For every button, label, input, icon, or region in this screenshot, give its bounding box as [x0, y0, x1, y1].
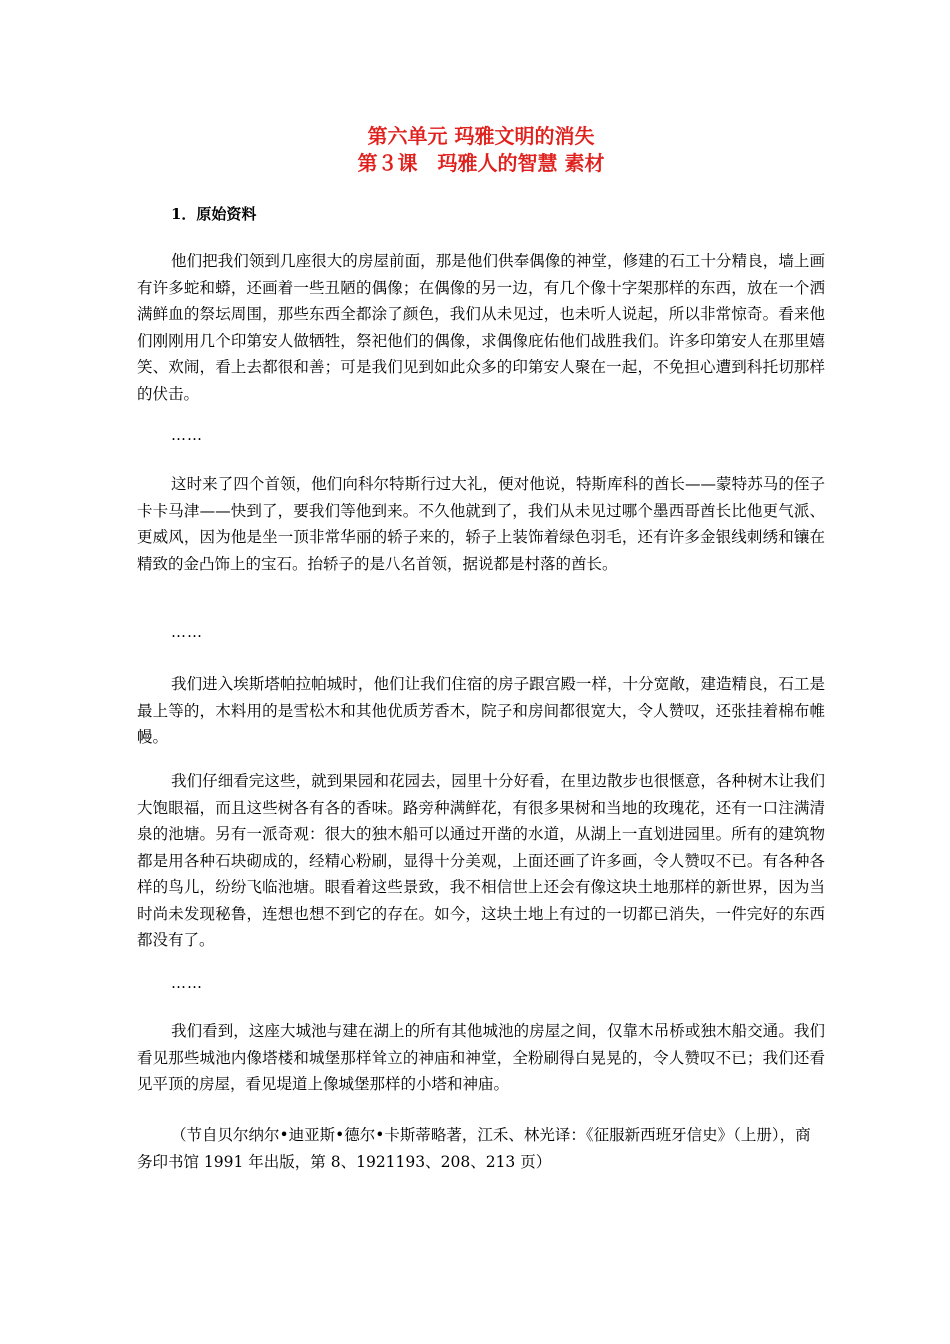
paragraph-3: 我们进入埃斯塔帕拉帕城时，他们让我们住宿的房子跟宫殿一样，十分宽敞，建造精良，石工是最上等的，木料用的是雪松木和其他优质芳香木，院子和房间都很宽大，令人赞叹，还张挂着棉布帷幔。: [137, 675, 825, 746]
ellipsis-2: ……: [171, 623, 203, 641]
paragraph-2: 这时来了四个首领，他们向科尔特斯行过大礼，便对他说，特斯库科的酋长——蒙特苏马的侄子卡卡马津——快到了，要我们等他到来。不久他就到了，我们从未见过哪个墨西哥酋长比他更气派、更威风，因为他是坐一顶非常华丽的轿子来的，轿子上装饰着绿色羽毛，还有许多金银线刺绣和镶在精致的金凸饰上的宝石。抬轿子的是八名首领，据说都是村落的酋长。: [137, 475, 825, 573]
paragraph-4: 我们仔细看完这些，就到果园和花园去，园里十分好看，在里边散步也很惬意，各种树木让我们大饱眼福，而且这些树各有各的香味。路旁种满鲜花，有很多果树和当地的玫瑰花，还有一口注满清泉的池塘。另有一派奇观：很大的独木船可以通过开凿的水道，从湖上一直划进园里。所有的建筑物都是用各种石块砌成的，经精心粉刷，显得十分美观，上面还画了许多画，令人赞叹不已。有各种各样的鸟儿，纷纷飞临池塘。眼看着这些景致，我不相信世上还会有像这块土地那样的新世界，因为当时尚未发现秘鲁，连想也想不到它的存在。如今，这块土地上有过的一切都已消失，一件完好的东西都没有了。: [137, 772, 825, 949]
document-title-unit: 第六单元 玛雅文明的消失: [367, 124, 595, 148]
citation: （节自贝尔纳尔•迪亚斯•德尔•卡斯蒂略著，江禾、林光译：《征服新西班牙信史》（上册），商务印书馆 1991 年出版，第 8、1921193、208、213 页）: [137, 1126, 811, 1171]
paragraph-5: 我们看到，这座大城池与建在湖上的所有其他城池的房屋之间，仅靠木吊桥或独木船交通。我们看见那些城池内像塔楼和城堡那样耸立的神庙和神堂，全粉刷得白晃晃的，令人赞叹不已；我们还看见平顶的房屋，看见堤道上像城堡那样的小塔和神庙。: [137, 1022, 825, 1093]
paragraph-1: 他们把我们领到几座很大的房屋前面，那是他们供奉偶像的神堂，修建的石工十分精良，墙上画有许多蛇和蟒，还画着一些丑陋的偶像；在偶像的另一边，有几个像十字架那样的东西，放在一个洒满鲜血的祭坛周围，那些东西全都涂了颜色，我们从未见过，也未听人说起，所以非常惊奇。看来他们刚刚用几个印第安人做牺牲，祭祀他们的偶像，求偶像庇佑他们战胜我们。许多印第安人在那里嬉笑、欢闹，看上去都很和善；可是我们见到如此众多的印第安人聚在一起，不免担心遭到科托切那样的伏击。: [137, 252, 825, 403]
ellipsis-1: ……: [171, 426, 203, 444]
document-title-lesson: 第３课 玛雅人的智慧 素材: [357, 151, 605, 175]
ellipsis-3: ……: [171, 974, 203, 992]
section-heading: 1．原始资料: [171, 205, 257, 223]
